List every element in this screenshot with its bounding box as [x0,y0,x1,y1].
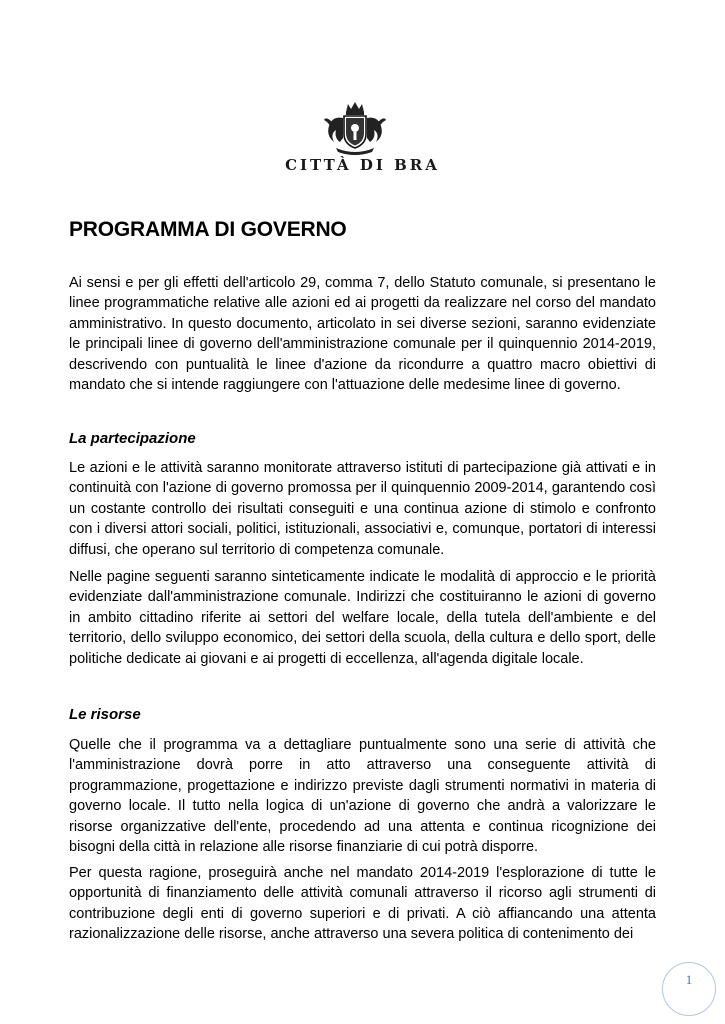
coat-of-arms-icon [322,100,388,158]
section-heading: Le risorse [69,706,141,723]
page-title: PROGRAMMA DI GOVERNO [69,218,347,241]
section-paragraph: Per questa ragione, proseguirà anche nel mandato 2014-2019 l'esplorazione di tutte le opportunità di finanziamento delle attività comunali attraverso il ricorso agli strumenti di contribuzione degli enti di governo superiori e di privati. A ciò affiancando una attenta razionalizzazione delle risorse, anche attraverso una severa politica di contenimento dei [69,865,656,943]
city-name: CITTÀ DI BRA [285,156,440,174]
intro-paragraph: Ai sensi e per gli effetti dell'articolo 29, comma 7, dello Statuto comunale, si presentano le linee programmatiche relative alle azioni ed ai progetti da realizzare nel corso del mandato amministrativo. In questo documento, articolato in sei diverse sezioni, saranno evidenziate le principali linee di governo dell'amministrazione comunale per il quinquennio 2014-2019, descrivendo con puntualità le linee d'azione da ricondurre a quattro macro obiettivi di mandato che si intende raggiungere con l'attuazione delle medesime linee di governo. [69,275,656,394]
section-paragraph: Nelle pagine seguenti saranno sinteticamente indicate le modalità di approccio e le priorità evidenziate dall'amministrazione comunale. Indirizzi che costituiranno le azioni di governo in ambito cittadino riferite ai settori del welfare locale, della tutela dell'ambiente e del territorio, dello sviluppo economico, dei settori della scuola, della cultura e dello sport, delle politiche dedicate ai giovani e ai progetti di eccellenza, all'agenda digitale locale. [69,569,656,667]
section-paragraph: Le azioni e le attività saranno monitorate attraverso istituti di partecipazione già attivati e in continuità con l'azione di governo promossa per il quinquennio 2009-2014, garantendo così un costante controllo dei risultati conseguiti e una continua azione di stimolo e confronto con i diversi attori sociali, politici, istituzionali, associativi e, comunque, portatori di interessi diffusi, che operano sul territorio di competenza comunale. [69,460,656,558]
section-heading: La partecipazione [69,430,196,447]
page-number: 1 [685,972,693,987]
page-number-badge [662,962,716,1016]
section-paragraph: Quelle che il programma va a dettagliare puntualmente sono una serie di attività che l'amministrazione dovrà porre in atto attraverso una conseguente attività di programmazione, progettazione e indirizzo previste dagli strumenti normativi in materia di governo locale. Il tutto nella logica di un'azione di governo che andrà a valorizzare le risorse organizzative dell'ente, procedendo ad una attenta e continua ricognizione dei bisogni della città in relazione alle risorse finanziarie di cui potrà disporre. [69,737,656,856]
